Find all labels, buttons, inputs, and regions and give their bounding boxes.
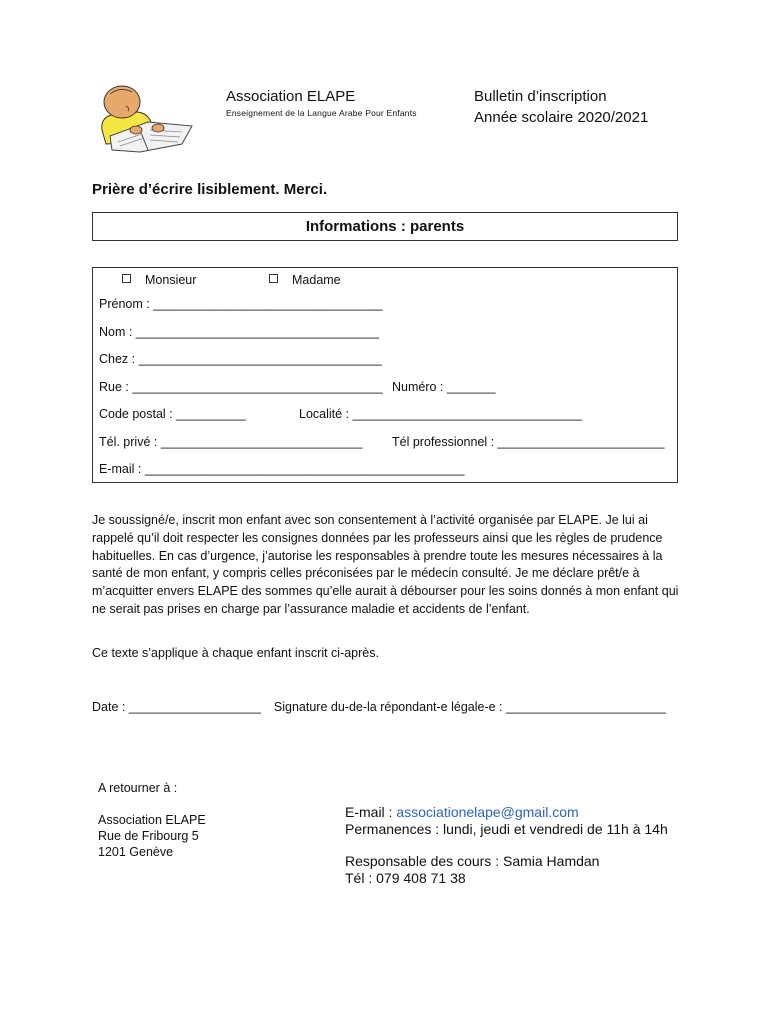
responsable-text: Responsable des cours : Samia Hamdan [345, 853, 600, 869]
email-field[interactable]: E-mail : ______________________________________________ [99, 462, 465, 476]
applies-text: Ce texte s’applique à chaque enfant inscrit ci-après. [92, 646, 379, 660]
instruction-text: Prière d’écrire lisiblement. Merci. [92, 181, 328, 198]
permanences-text: Permanences : lundi, jeudi et vendredi de 11h à 14h [345, 821, 668, 837]
madame-label: Madame [292, 273, 341, 287]
contact-email-label: E-mail : [345, 804, 397, 820]
child-reading-icon [92, 80, 202, 158]
localite-field[interactable]: Localité : _________________________________ [299, 407, 582, 421]
association-logo [92, 80, 202, 158]
monsieur-checkbox[interactable] [122, 274, 131, 283]
signature-line [92, 700, 666, 714]
madame-option[interactable] [269, 273, 341, 287]
bulletin-title: Bulletin d’inscription [474, 88, 607, 105]
consent-paragraph: Je soussigné/e, inscrit mon enfant avec son consentement à l’activité organisée par ELAPE. Je lui ai rappelé qu’il doit respecter les consignes données par les professeurs ainsi que les règles de prudence habituelles. En cas d’urgence, j’autorise les responsables à prendre toute les mesures nécessaires à la santé de mon enfant, y compris celles préconisées par le médecin consulté. Je me déclare prêt/e à m’acquitter envers ELAPE des sommes qu’elle aurait à débourser pour les soins donnés à mon enfant qui ne serait pas prises en charge par l’assurance maladie et accidents de l’enfant. [92, 513, 679, 616]
code-postal-field[interactable]: Code postal : __________ [99, 407, 246, 421]
madame-checkbox[interactable] [269, 274, 278, 283]
nom-field[interactable]: Nom : ___________________________________ [99, 325, 380, 339]
numero-field[interactable]: Numéro : _______ [392, 380, 496, 394]
monsieur-option[interactable] [122, 273, 196, 287]
telephone-text: Tél : 079 408 71 38 [345, 870, 466, 886]
date-field[interactable]: Date : ___________________ [92, 700, 261, 714]
association-name: Association ELAPE [226, 88, 356, 105]
prenom-field[interactable]: Prénom : _________________________________ [99, 297, 383, 311]
monsieur-label: Monsieur [145, 273, 197, 287]
signature-field[interactable]: Signature du-de-la répondant-e légale-e : _______________________ [273, 700, 666, 714]
section-title [92, 212, 678, 241]
school-year: Année scolaire 2020/2021 [474, 109, 649, 126]
contact-email-link[interactable]: associationelape@gmail.com [396, 804, 579, 820]
return-line-2: Rue de Fribourg 5 [98, 829, 199, 843]
section-title-label: Informations : parents [305, 218, 465, 235]
return-line-1: Association ELAPE [98, 813, 206, 827]
parent-info-form [92, 267, 678, 483]
contact-email-line [345, 804, 579, 820]
return-heading: A retourner à : [98, 781, 178, 795]
chez-field[interactable]: Chez : ___________________________________ [99, 352, 382, 366]
association-subtitle: Enseignement de la Langue Arabe Pour Enfants [226, 108, 417, 118]
rue-field[interactable]: Rue : ____________________________________ [99, 380, 383, 394]
tel-prive-field[interactable]: Tél. privé : _____________________________ [99, 435, 363, 449]
tel-pro-field[interactable]: Tél professionnel : ________________________ [392, 435, 665, 449]
return-line-3: 1201 Genève [98, 845, 174, 859]
